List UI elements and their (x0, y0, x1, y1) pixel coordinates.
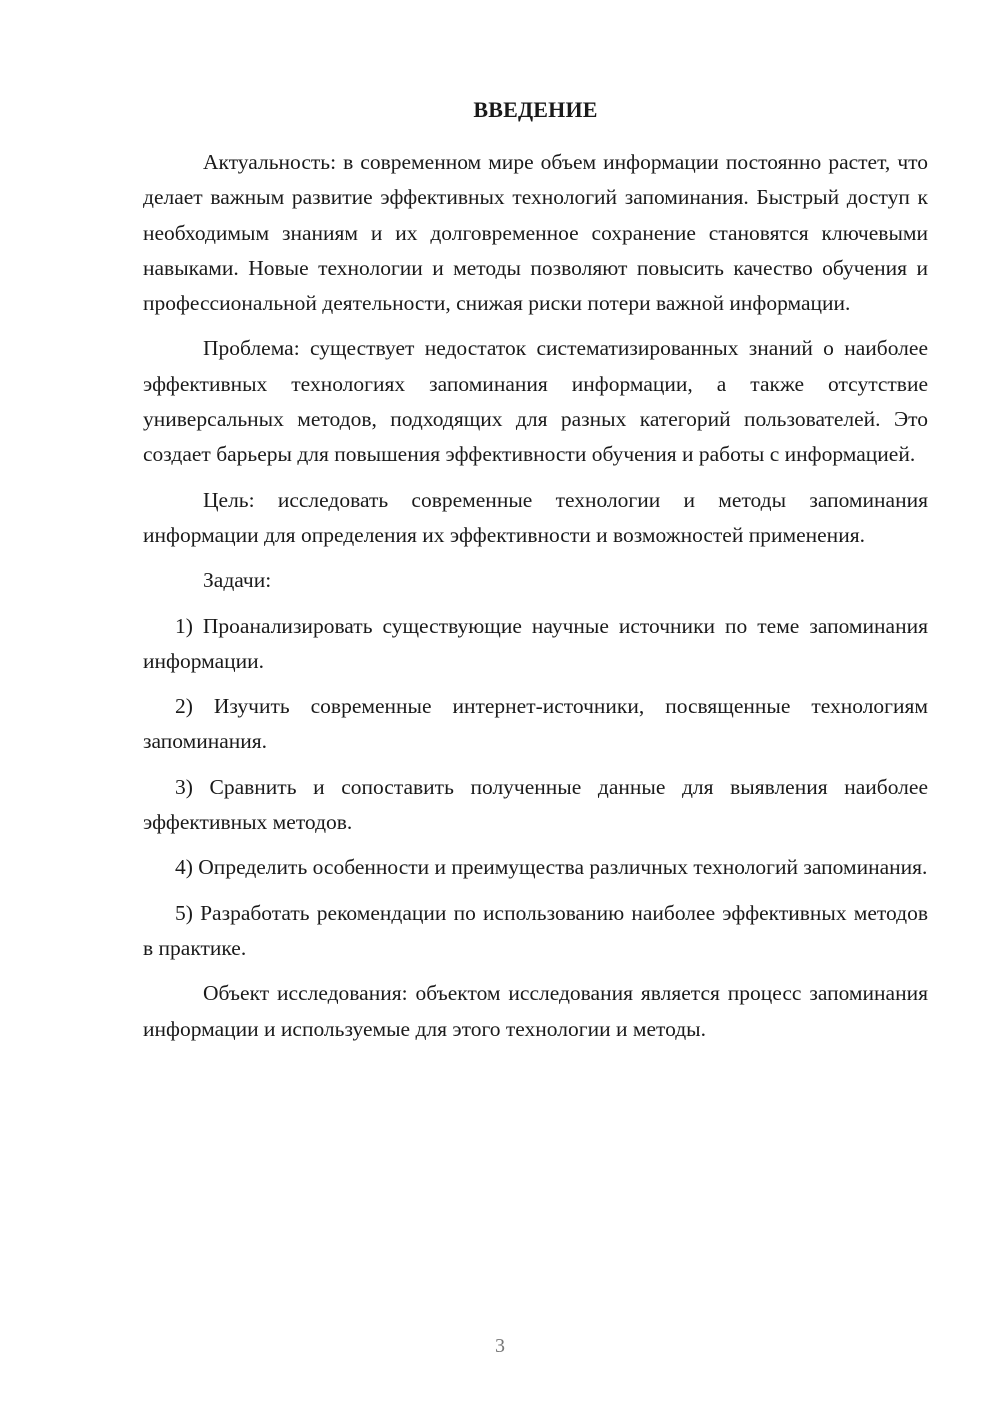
page-number: 3 (495, 1335, 505, 1357)
object-paragraph: Объект исследования: объектом исследования является процесс запоминания информации и используемые для этого технологии и методы. (143, 981, 928, 1041)
list-item: 1) Проанализировать существующие научные источники по теме запоминания информации. (143, 613, 928, 673)
relevance-paragraph: Актуальность: в современном мире объем информации постоянно растет, что делает важным развитие эффективных технологий запоминания. Быстрый доступ к необходимым знаниям и их долговременное сохранение становятся ключевыми навыками. Новые технологии и методы позволяют повысить качество обучения и профессиональной деятельности, снижая риски потери важной информации. (143, 150, 928, 316)
page-title: ВВЕДЕНИЕ (473, 97, 598, 122)
document-page (143, 92, 928, 1047)
tasks-list (143, 609, 928, 967)
goal-paragraph: Цель: исследовать современные технологии и методы запоминания информации для определения их эффективности и возможностей применения. (143, 487, 928, 547)
tasks-heading: Задачи: (203, 568, 272, 593)
list-item: 5) Разработать рекомендации по использованию наиболее эффективных методов в практике. (143, 900, 928, 960)
problem-paragraph: Проблема: существует недостаток систематизированных знаний о наиболее эффективных технологиях запоминания информации, а также отсутствие универсальных методов, подходящих для разных категорий пользователей. Это создает барьеры для повышения эффективности обучения и работы с информацией. (143, 336, 928, 467)
list-item: 3) Сравнить и сопоставить полученные данные для выявления наиболее эффективных методов. (143, 774, 928, 835)
list-item: 4) Определить особенности и преимущества различных технологий запоминания. (175, 855, 928, 880)
list-item: 2) Изучить современные интернет-источники, посвященные технологиям запоминания. (143, 694, 928, 754)
